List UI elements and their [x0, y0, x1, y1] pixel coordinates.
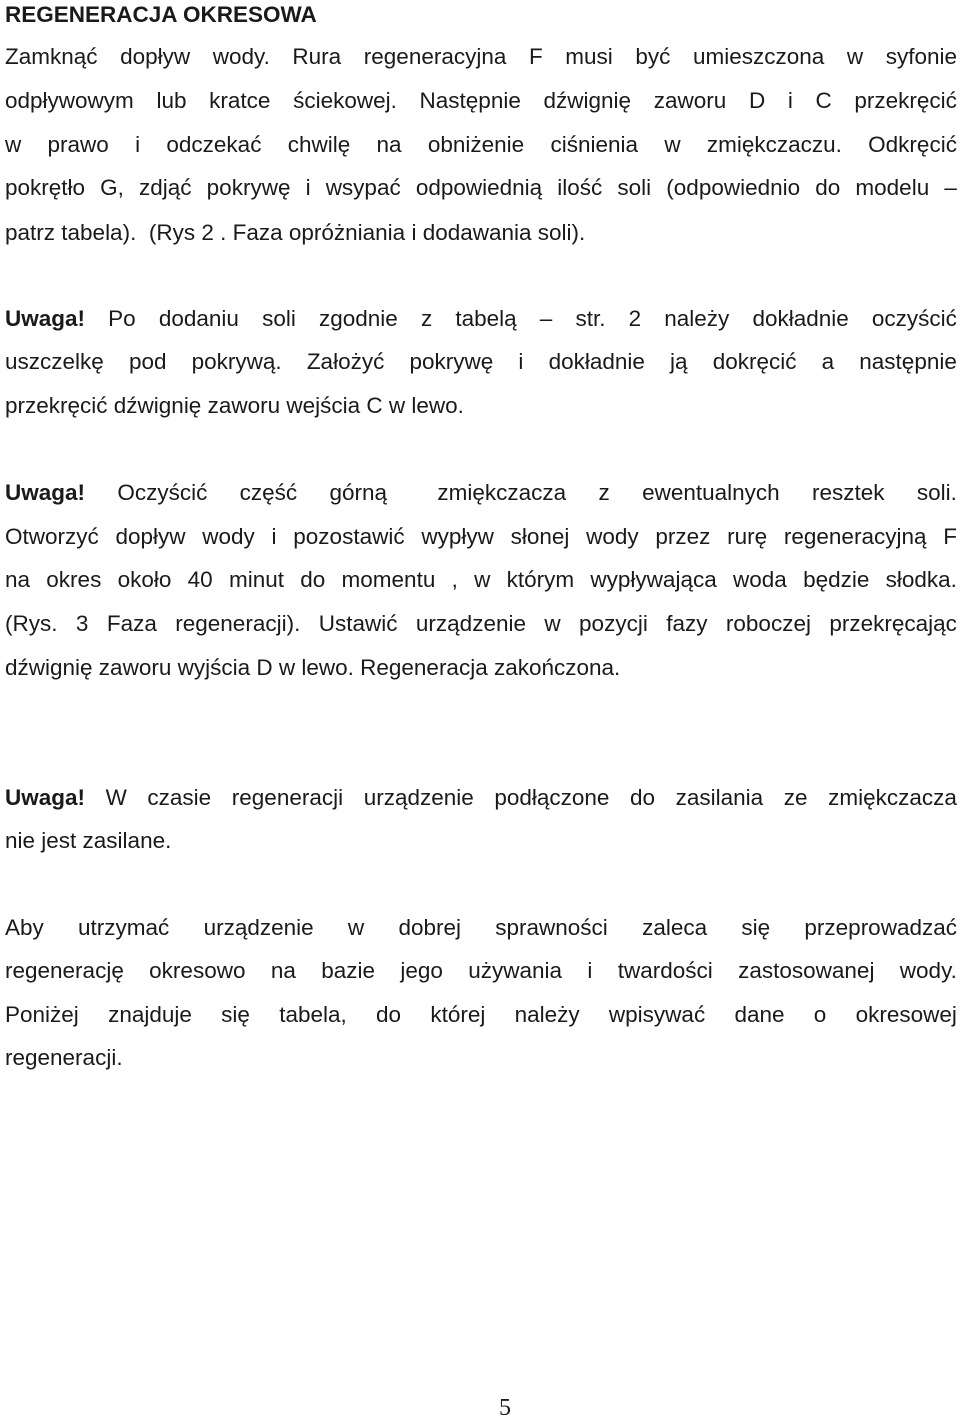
- word: dokręcić: [712, 349, 797, 374]
- word: na: [5, 567, 31, 592]
- word: zmiękczacza: [828, 785, 957, 810]
- word: następnie: [859, 349, 957, 374]
- word: dźwignię: [543, 88, 632, 113]
- word: zdjąć: [139, 175, 192, 200]
- word: pokrywę: [206, 175, 291, 200]
- word: i: [135, 132, 141, 157]
- word: soli: [262, 306, 296, 331]
- word: Odkręcić: [868, 132, 957, 157]
- word: należy: [514, 1002, 580, 1027]
- word: do: [300, 567, 326, 592]
- word: do: [376, 1002, 402, 1027]
- word: regeneracyjna: [363, 44, 507, 69]
- word: soli: [617, 175, 652, 200]
- word: być: [635, 44, 671, 69]
- word: rurę: [727, 524, 768, 549]
- word: modelu: [855, 175, 930, 200]
- word: Ustawić: [318, 611, 398, 636]
- word: ją: [670, 349, 688, 374]
- word: słonej: [510, 524, 570, 549]
- paragraph-3-line-3: [5, 565, 957, 595]
- word: i: [271, 524, 277, 549]
- word: musi: [565, 44, 613, 69]
- word: pokrywą.: [191, 349, 282, 374]
- word: w: [474, 567, 491, 592]
- word: D: [748, 88, 766, 113]
- word: a: [821, 349, 835, 374]
- word: i: [587, 958, 593, 983]
- word: część: [239, 480, 298, 505]
- word: okresowo: [149, 958, 246, 983]
- word: zasilania: [675, 785, 764, 810]
- word: się: [741, 915, 771, 940]
- word: należy: [664, 306, 730, 331]
- word: odpowiednią: [415, 175, 543, 200]
- word: regenerację: [5, 958, 124, 983]
- paragraph-4-line-1: [5, 783, 957, 813]
- word: dokładnie: [752, 306, 849, 331]
- paragraph-4-line-2: nie jest zasilane.: [5, 828, 172, 853]
- word: 2: [628, 306, 642, 331]
- paragraph-3-line-2: [5, 522, 957, 552]
- word: o: [813, 1002, 827, 1027]
- word: okresowej: [855, 1002, 957, 1027]
- word: przekręcając: [829, 611, 957, 636]
- word: górną: [329, 480, 388, 505]
- word: wody.: [899, 958, 957, 983]
- word: odczekać: [166, 132, 262, 157]
- document-page: [5, 0, 957, 1420]
- word: dopływ: [115, 524, 186, 549]
- word: regeneracji).: [175, 611, 301, 636]
- paragraph-3-line-4: [5, 609, 957, 639]
- warning-label: Uwaga!: [5, 480, 86, 505]
- word: dopływ: [120, 44, 191, 69]
- word: w: [846, 44, 864, 69]
- word: utrzymać: [78, 915, 170, 940]
- word: ilość: [557, 175, 603, 200]
- word: pozostawić: [293, 524, 405, 549]
- word: str.: [575, 306, 606, 331]
- word: wody.: [212, 44, 270, 69]
- paragraph-1-line-2: [5, 86, 957, 116]
- word: wpisywać: [608, 1002, 706, 1027]
- word: wypływ: [421, 524, 494, 549]
- word: pozycji: [579, 611, 648, 636]
- paragraph-1-line-4: [5, 173, 957, 203]
- word: tabela,: [279, 1002, 347, 1027]
- word: będzie: [803, 567, 870, 592]
- word: i: [518, 349, 524, 374]
- word: do: [630, 785, 656, 810]
- word: zaworu: [653, 88, 727, 113]
- word: roboczej: [725, 611, 811, 636]
- word: zmiękczaczu.: [706, 132, 842, 157]
- word: momentu: [341, 567, 436, 592]
- word: F: [528, 44, 543, 69]
- word: oczyścić: [871, 306, 957, 331]
- word: zgodnie: [318, 306, 398, 331]
- word: przez: [655, 524, 711, 549]
- word: Zamknąć: [5, 44, 98, 69]
- paragraph-1-line-3: [5, 130, 957, 160]
- word: ciśnienia: [550, 132, 639, 157]
- word: słodka.: [885, 567, 957, 592]
- word: bazie: [321, 958, 375, 983]
- warning-label: Uwaga!: [5, 306, 86, 331]
- word: wody: [202, 524, 255, 549]
- word: obniżenie: [427, 132, 525, 157]
- word: (Rys.: [5, 611, 58, 636]
- paragraph-2-line-1: [5, 304, 957, 334]
- paragraph-5-line-2: [5, 956, 957, 986]
- word: z: [598, 480, 610, 505]
- word: Aby: [5, 915, 44, 940]
- paragraph-2-line-2: [5, 347, 957, 377]
- word: umieszczona: [692, 44, 825, 69]
- word: dodaniu: [158, 306, 239, 331]
- word: wypływająca: [590, 567, 717, 592]
- word: kratce: [209, 88, 271, 113]
- word: soli.: [916, 480, 957, 505]
- paragraph-5-line-4: regeneracji.: [5, 1045, 123, 1070]
- word: twardości: [617, 958, 713, 983]
- word: tabelą: [455, 306, 517, 331]
- section-heading: REGENERACJA OKRESOWA: [5, 2, 317, 27]
- word: wody: [586, 524, 639, 549]
- word: na: [270, 958, 296, 983]
- paragraph-5-line-1: [5, 913, 957, 943]
- word: z: [420, 306, 433, 331]
- word: odpływowym: [5, 88, 134, 113]
- word: którym: [506, 567, 575, 592]
- word: pod: [128, 349, 167, 374]
- word: F: [943, 524, 957, 549]
- word: przeprowadzać: [804, 915, 957, 940]
- word: do: [815, 175, 841, 200]
- word: –: [539, 306, 553, 331]
- word: Otworzyć: [5, 524, 99, 549]
- word: resztek: [812, 480, 885, 505]
- word: urządzenie: [363, 785, 474, 810]
- word: na: [376, 132, 402, 157]
- word: fazy: [666, 611, 708, 636]
- word: sprawności: [495, 915, 608, 940]
- word: dokładnie: [548, 349, 645, 374]
- word: w: [664, 132, 681, 157]
- word: znajduje: [108, 1002, 192, 1027]
- word: prawo: [47, 132, 109, 157]
- word: woda: [733, 567, 787, 592]
- word: Następnie: [419, 88, 521, 113]
- word: której: [430, 1002, 486, 1027]
- word: jego: [400, 958, 443, 983]
- paragraph-1-line-5: patrz tabela). (Rys 2 . Faza opróżniania i dodawania soli).: [5, 220, 586, 245]
- word: chwilę: [287, 132, 351, 157]
- word: i: [787, 88, 793, 113]
- word: się: [221, 1002, 250, 1027]
- word: Po: [108, 306, 136, 331]
- word: urządzenie: [203, 915, 314, 940]
- word: w: [544, 611, 561, 636]
- word: syfonie: [885, 44, 957, 69]
- paragraph-1-line-1: [5, 42, 957, 72]
- word: czasie: [147, 785, 212, 810]
- word: przekręcić: [854, 88, 957, 113]
- word: około: [117, 567, 172, 592]
- word: lub: [156, 88, 187, 113]
- word: dane: [734, 1002, 785, 1027]
- word: zmiękczacza: [437, 480, 567, 505]
- word: ściekowej.: [293, 88, 397, 113]
- word: 40: [187, 567, 213, 592]
- paragraph-5-line-3: [5, 1000, 957, 1030]
- word: ,: [451, 567, 458, 592]
- word: okres: [46, 567, 102, 592]
- word: dobrej: [398, 915, 461, 940]
- word: pokrętło: [5, 175, 86, 200]
- word: regeneracyjną: [783, 524, 927, 549]
- word: zaleca: [642, 915, 708, 940]
- word: w: [347, 915, 365, 940]
- word: ewentualnych: [642, 480, 780, 505]
- word: G,: [100, 175, 124, 200]
- word: urządzenie: [415, 611, 526, 636]
- warning-label: Uwaga!: [5, 785, 86, 810]
- word: Oczyścić: [117, 480, 208, 505]
- word: używania: [468, 958, 563, 983]
- word: i: [305, 175, 311, 200]
- word: 3: [75, 611, 89, 636]
- word: zastosowanej: [738, 958, 875, 983]
- paragraph-3-line-1: [5, 478, 957, 508]
- page-number: 5: [499, 1395, 511, 1421]
- paragraph-3-line-5: dźwignię zaworu wyjścia D w lewo. Regeneracja zakończona.: [5, 655, 621, 680]
- word: regeneracji: [231, 785, 344, 810]
- word: C: [815, 88, 832, 113]
- word: minut: [228, 567, 284, 592]
- word: Poniżej: [5, 1002, 79, 1027]
- word: Faza: [106, 611, 157, 636]
- word: podłączone: [494, 785, 610, 810]
- word: uszczelkę: [5, 349, 104, 374]
- word: –: [944, 175, 957, 200]
- word: W: [105, 785, 127, 810]
- word: wsypać: [325, 175, 401, 200]
- word: pokrywę: [409, 349, 494, 374]
- word: (odpowiednio: [666, 175, 801, 200]
- paragraph-2-line-3: przekręcić dźwignię zaworu wejścia C w lewo.: [5, 393, 464, 418]
- word: Założyć: [306, 349, 385, 374]
- word: Rura: [292, 44, 342, 69]
- word: ze: [783, 785, 808, 810]
- word: w: [5, 132, 22, 157]
